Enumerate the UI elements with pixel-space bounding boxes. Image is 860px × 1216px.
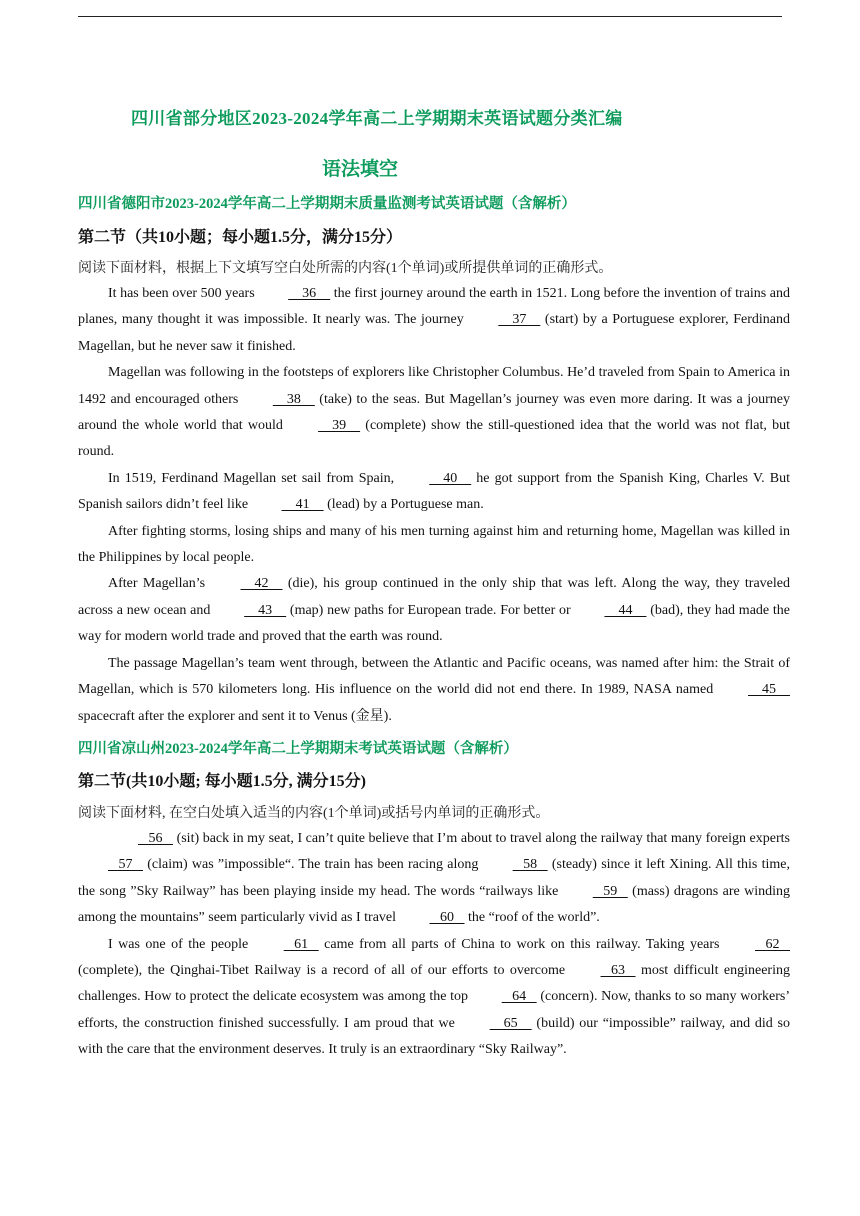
blank-36[interactable]: 36 <box>288 286 331 301</box>
text: (bad), they had made the way for modern world trade and proved that the earth was round. <box>78 602 790 645</box>
blank-56[interactable]: 56 <box>138 831 173 846</box>
text: (lead) by a Portuguese man. <box>323 497 484 513</box>
blank-61[interactable]: 61 <box>283 936 319 952</box>
section1-instruction: 阅读下面材料，根据上下文填写空白处所需的内容(1个单词)或所提供单词的正确形式。 <box>78 261 613 276</box>
section2-instruction: 阅读下面材料, 在空白处填入适当的内容(1个单词)或括号内单词的正确形式。 <box>78 806 550 821</box>
blank-59[interactable]: 59 <box>592 883 628 899</box>
text: I was one of the people <box>108 936 254 952</box>
blank-44[interactable]: 44 <box>604 602 647 618</box>
blank-41[interactable]: 41 <box>281 497 324 513</box>
text: (map) new paths for European trade. For better or <box>286 602 575 618</box>
text: he got support from the Spanish King, Charles V. But Spanish sailors didn’t feel like <box>78 470 790 513</box>
text: The passage Magellan’s team went through, between the Atlantic and Pacific oceans, was named after him: the Strait of Magellan, which is 570 kilometers long. His influence on the world did not end there. In 1989, NASA named <box>78 655 790 698</box>
blank-42[interactable]: 42 <box>240 576 283 592</box>
blank-43[interactable]: 43 <box>244 602 287 618</box>
text: (die), his group continued in the only ship that was left. Along the way, they traveled across a new ocean and <box>78 576 790 618</box>
text: the first journey around the earth in 1521. Long before the invention of trains and planes, many thought it was impossible. It nearly was. The journey <box>78 286 790 328</box>
document-title: 四川省部分地区2023-2024学年高二上学期期末英语试题分类汇编 <box>131 109 623 128</box>
section2-source: 四川省凉山州2023-2024学年高二上学期期末考试英语试题（含解析） <box>78 741 518 757</box>
text: came from all parts of China to work on this railway. Taking years <box>318 936 725 952</box>
text: (take) to the seas. But Magellan’s journey was even more daring. It was a journey around the whole world that would <box>78 391 790 434</box>
paragraph: After fighting storms, losing ships and many of his men turning against him and returning home, Magellan was killed in the Philippines by local people. <box>78 523 790 566</box>
paragraph <box>78 932 790 1064</box>
text: Magellan was following in the footsteps of explorers like Christopher Columbus. He’d traveled from Spain to America in 1492 and encouraged others <box>78 365 790 407</box>
section2-passage <box>78 826 790 1064</box>
text: the “roof of the world”. <box>464 910 600 926</box>
text: (claim) was ”impossible“. The train has been racing along <box>143 857 483 873</box>
section1-passage <box>78 281 790 730</box>
text: (sit) back in my seat, I can’t quite believe that I’m about to travel along the railway that many foreign experts <box>173 831 790 846</box>
section1-source: 四川省德阳市2023-2024学年高二上学期期末质量监测考试英语试题（含解析） <box>78 196 576 212</box>
blank-64[interactable]: 64 <box>501 989 537 1005</box>
section2-heading: 第二节(共10小题; 每小题1.5分, 满分15分) <box>78 773 366 790</box>
blank-45[interactable]: 45 <box>748 682 790 698</box>
text: (start) by a Portuguese explorer, Ferdinand Magellan, but he never saw it finished. <box>78 312 791 354</box>
blank-63[interactable]: 63 <box>600 963 636 979</box>
paragraph <box>78 826 790 932</box>
blank-40[interactable]: 40 <box>429 470 472 486</box>
text: In 1519, Ferdinand Magellan set sail from Spain, <box>108 470 400 486</box>
blank-39[interactable]: 39 <box>318 418 361 434</box>
paragraph <box>78 360 790 466</box>
blank-62[interactable]: 62 <box>755 936 790 952</box>
text: (mass) dragons are winding among the mountains” seem particularly vivid as I travel <box>78 883 790 926</box>
header-rule <box>78 16 782 17</box>
text: (complete), the Qinghai-Tibet Railway is a record of all of our efforts to overcome <box>78 963 571 979</box>
paragraph <box>78 466 790 519</box>
blank-57[interactable]: 57 <box>108 857 143 873</box>
paragraph <box>78 571 790 650</box>
blank-58[interactable]: 58 <box>512 857 548 873</box>
paragraph <box>78 281 790 360</box>
text: (complete) show the still-questioned idea that the world was not flat, but round. <box>78 418 790 460</box>
text: spacecraft after the explorer and sent it to Venus (金星). <box>78 708 392 724</box>
section1-heading: 第二节（共10小题；每小题1.5分，满分15分） <box>78 229 403 246</box>
blank-65[interactable]: 65 <box>489 1015 532 1031</box>
paragraph <box>78 651 790 730</box>
text: most difficult engineering challenges. How to protect the delicate ecosystem was among the top <box>78 963 790 1005</box>
text: (steady) since it left Xining. All this time, the song ”Sky Railway” has been playing inside my head. The words “railways like <box>78 857 790 899</box>
text: (build) our “impossible” railway, and did so with the care that the environment deserves. It truly is an extraordinary “Sky Railway”. <box>78 1015 790 1058</box>
text: It has been over 500 years <box>108 286 259 301</box>
blank-37[interactable]: 37 <box>498 312 541 328</box>
blank-38[interactable]: 38 <box>272 391 315 407</box>
text: After Magellan’s <box>108 576 211 592</box>
text: (concern). Now, thanks to so many workers’ efforts, the construction finished successfully. I am proud that we <box>78 989 790 1031</box>
blank-60[interactable]: 60 <box>429 910 465 926</box>
document-subtitle: 语法填空 <box>322 159 399 180</box>
